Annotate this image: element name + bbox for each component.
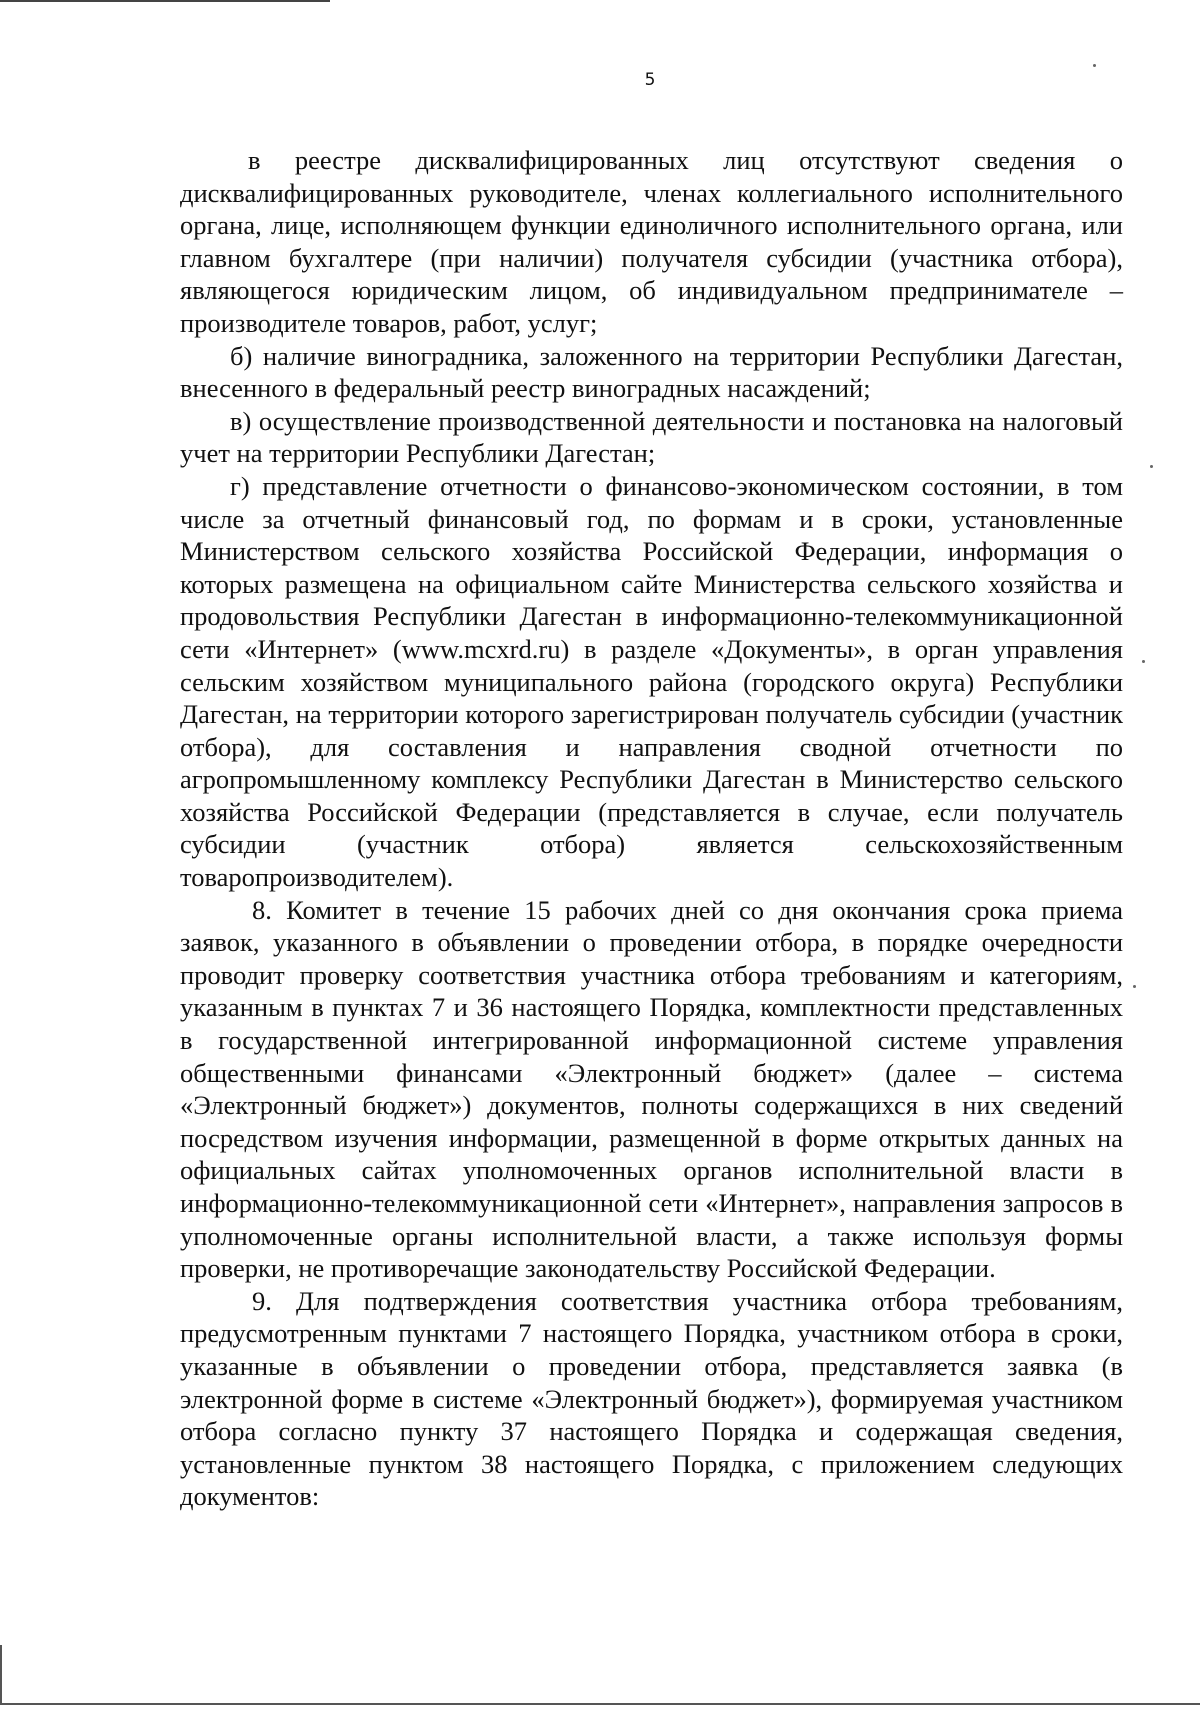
scan-edge-left [0, 1645, 2, 1705]
page-number: 5 [644, 70, 656, 90]
paragraph-8-committee-check: 8. Комитет в течение 15 рабочих дней со дня окончания срока приема заявок, указанного в объявлении о проведении отбора, в порядке очередности проводит проверку соответствия участника отбора требованиям и категориям, указанным в пунктах 7 и 36 настоящего Порядка, комплектности представленных в государственной интегрированной информационной системе управления общественными финансами «Электронный бюджет» (далее – система «Электронный бюджет») документов, полноты содержащихся в них сведений посредством изучения информации, размещенной в форме открытых данных на официальных сайтах уполномоченных органов исполнительной власти в информационно-телекоммуникационной сети «Интернет», направления запросов в уполномоченные органы исполнительной власти, а также используя формы проверки, не противоречащие законодательству Российской Федерации. [180, 894, 1123, 1284]
scan-speck [1093, 64, 1096, 67]
document-body [180, 144, 1123, 1513]
scan-speck [1133, 985, 1136, 988]
scan-edge-top [0, 0, 330, 2]
scan-edge-bottom [0, 1703, 1200, 1705]
scan-speck [1142, 660, 1145, 663]
paragraph-v-production: в) осуществление производственной деятельности и постановка на налоговый учет на территории Республики Дагестан; [180, 405, 1123, 469]
scan-speck [1150, 465, 1153, 468]
paragraph-g-reporting: г) представление отчетности о финансово-экономическом состоянии, в том числе за отчетный финансовый год, по формам и в сроки, установленные Министерством сельского хозяйства Российской Федерации, информация о которых размещена на официальном сайте Министерства сельского хозяйства и продовольствия Республики Дагестан в информационно-телекоммуникационной сети «Интернет» (www.mcxrd.ru) в разделе «Документы», в орган управления сельским хозяйством муниципального района (городского округа) Республики Дагестан, на территории которого зарегистрирован получатель субсидии (участник отбора), для составления и направления сводной отчетности по агропромышленному комплексу Республики Дагестан в Министерство сельского хозяйства Российской Федерации (представляется в случае, если получатель субсидии (участник отбора) является сельскохозяйственным товаропроизводителем). [180, 470, 1123, 893]
paragraph-disqualified-registry: в реестре дисквалифицированных лиц отсутствуют сведения о дисквалифицированных руководителе, членах коллегиального исполнительного органа, лице, исполняющем функции единоличного исполнительного органа, или главном бухгалтере (при наличии) получателя субсидии (участника отбора), являющегося юридическим лицом, об индивидуальном предпринимателе – производителе товаров, работ, услуг; [180, 145, 1123, 338]
paragraph-9-application: 9. Для подтверждения соответствия участника отбора требованиям, предусмотренным пунктами 7 настоящего Порядка, участником отбора в сроки, указанные в объявлении о проведении отбора, представляется заявка (в электронной форме в системе «Электронный бюджет»), формируемая участником отбора согласно пункту 37 настоящего Порядка и содержащая сведения, установленные пунктом 38 настоящего Порядка, с приложением следующих документов: [180, 1285, 1123, 1512]
paragraph-b-vineyard: б) наличие виноградника, заложенного на территории Республики Дагестан, внесенного в федеральный реестр виноградных насаждений; [180, 340, 1123, 404]
